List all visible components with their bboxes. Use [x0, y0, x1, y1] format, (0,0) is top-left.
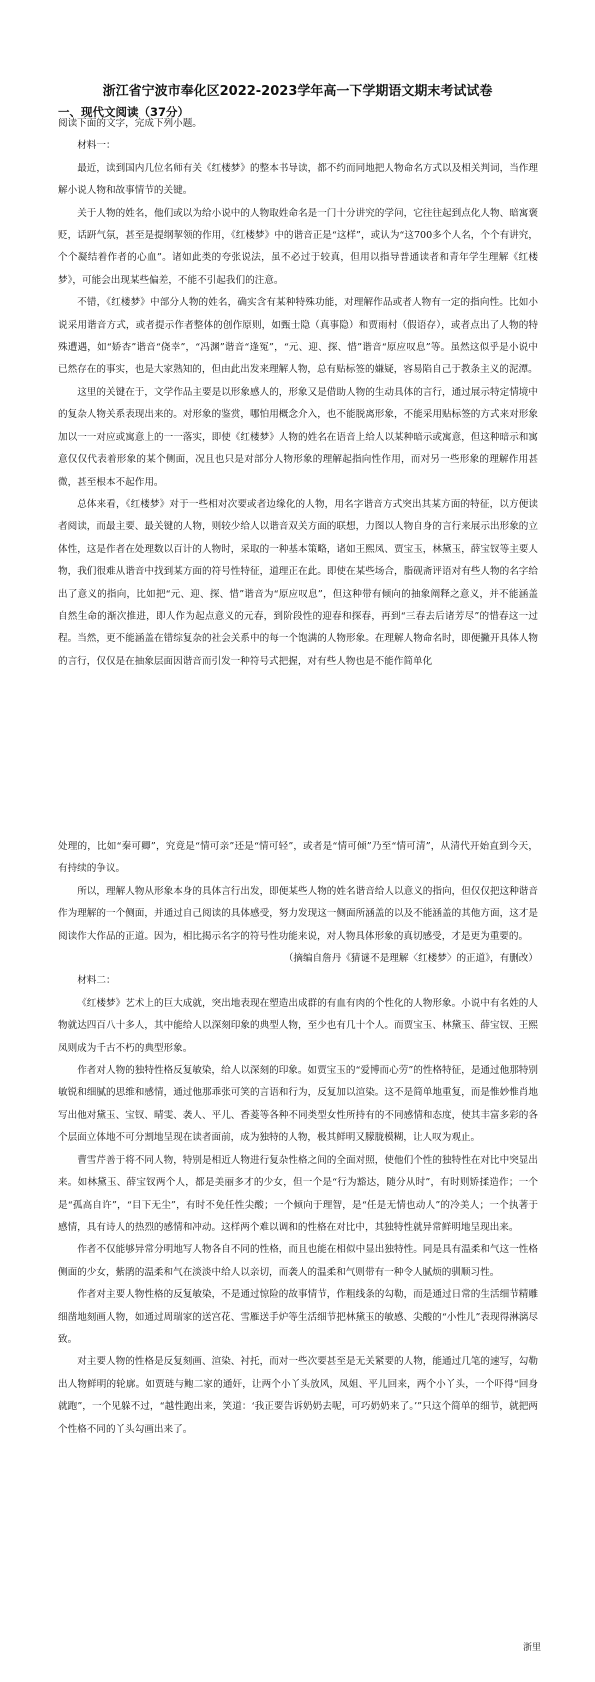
- paragraph: 这里的关键在于，文学作品主要是以形象感人的，形象又是借助人物的生动具体的言行，通过展示特定情境中的复杂人物关系表现出来的。对形象的鉴赏，哪怕用概念介入，也不能脱离形象，不能采用贴标签的方式来对形象加以一一对应或寓意上的一一落实，即使《红楼梦》人物的姓名在语音上给人以某种暗示或寓意，但这种暗示和寓意仅仅代表着形象的某个侧面，况且也只是对部分人物形象的理解起指向性作用，而对另一些形象的理解作用甚微，甚至根本不起作用。: [58, 386, 538, 488]
- paragraph: 关于人物的姓名，他们或以为给小说中的人物取姓命名是一门十分讲究的学问，它往往起到点化人物、暗寓褒贬，话趼气氛，甚至是提纲挈领的作用，《红楼梦》中的谐音正是“这样”，或认为“这700多个人名，个个有讲究，个个凝结着作者的心血”。诸如此类的夸张说法，虽不必过于较真，但用以指导普通读者和青年学生理解《红楼梦》，可能会出现某些偏差，不能不引起我们的注意。: [58, 207, 538, 286]
- paragraph: 最近，读到国内几位名师有关《红楼梦》的整本书导读，都不约而同地把人物命名方式以及相关判词，当作理解小说人物和故事情节的关键。: [58, 162, 538, 197]
- paragraph: 作者不仅能够异常分明地写人物各自不同的性格，而且也能在相似中显出独特性。同是具有温柔和气这一性格侧面的少女，紫鹃的温柔和气在淡淡中给人以亲切，而袭人的温柔和气则带有一种令人腻烦的驯顺习性。: [58, 1244, 538, 1278]
- source-attribution: （摘编自詹丹《猜谜不是理解〈红楼梦〉的正道》，有删改）: [283, 953, 538, 965]
- paragraph: 总体来看，《红楼梦》对于一些相对次要或者边缘化的人物，用名字谐音方式突出其某方面的特征，以方便读者阅读，而最主要、最关键的人物，则较少给人以谐音双关方面的联想，力图以人物自身的言行来展示出形象的立体性，这是作者在处理数以百计的人物时，采取的一种基本策略，诸如王熙凤、贾宝玉，林黛玉，薛宝钗等主要人物，我们很难从谐音中找到某方面的符号性特征，道理正在此。即使在某些场合，脂砚斋评语对有些人物的名字给出了意义的指向，比如把“元、迎、探、惜”谐音为“原应叹息”，但这种带有倾向的抽象阐释之意义，并不能涵盖自然生命的渐次推进，即人作为起点意义的元春，到阶段性的迎春和探春，再到“三春去后诸芳尽”的惜春这一过程。当然，更不能涵盖在错综复杂的社会关系中的每一个饱满的人物形象。在理解人物命名时，即便撇开具体人物的言行，仅仅是在抽象层面因谐音而引发一种符号式把握，对有些人物也是不能作简单化: [58, 498, 538, 667]
- paragraph: 《红楼梦》艺术上的巨大成就，突出地表现在塑造出成群的有血有肉的个性化的人物形象。小说中有名姓的人物就达四百八十多人，其中能给人以深刻印象的典型人物，至少也有几十个人。而贾宝玉、林黛玉、薛宝钗、王熙凤则成为千古不朽的典型形象。: [58, 997, 538, 1054]
- material-2-label: 材料二：: [77, 975, 116, 987]
- paragraph: 所以，理解人物从形象本身的具体言行出发，即便某些人物的姓名谐音给人以意义的指向，但仅仅把这种谐音作为理解的一个侧面，并通过自己阅读的具体感受，努力发现这一侧面所涵盖的以及不能涵盖的其他方面，这才是阅读作大作品的正道。因为，相比揭示名字的符号性功能来说，对人物具体形象的真切感受，才是更为重要的。: [58, 885, 538, 942]
- section-heading: 一、现代文阅读（37分）: [58, 105, 190, 119]
- paragraph-continued: 处理的，比如“秦可卿”，究竟是“情可亲”还是“情可轻”，或者是“情可倾”乃至“情可清”，从清代开始直到今天，有持续的争议。: [58, 841, 538, 875]
- instruction-text: 阅读下面的文字，完成下列小题。: [58, 118, 202, 129]
- paragraph: 曹雪芹善于将不同人物，特别是相近人物进行复杂性格之间的全面对照，使他们个性的独特性在对比中突显出来。如林黛玉、薛宝钗两个人，都是美丽多才的少女，但一个是“行为豁达，随分从时”，有时则矫揉造作；一个是“孤高自许”，“目下无尘”，有时不免任性尖酸；一个倾向于理智，是“任是无情也动人”的冷美人；一个执著于感情，具有诗人的热烈的感情和冲动。这样两个难以调和的性格在对比中，其独特性就异常鲜明地呈现出来。: [58, 1154, 538, 1233]
- text-block-upper: [58, 113, 538, 673]
- paragraph: 作者对人物的独特性格反复敏染，给人以深刻的印象。如贾宝玉的“爱博而心劳”的性格特征，是通过他那特别敏锐和细腻的思维和感情，通过他那乖张可笑的言语和行为，反复加以渲染。这不是简单地重复，而是惟妙惟肖地写出他对黛玉、宝钗、晴雯、袭人、平儿、香菱等各种不同类型女性所持有的不同感情和态度，使其丰富多彩的各个层面立体地不可分割地呈现在读者面前，成为独特的人物，极其鲜明又朦胧模糊，让人叹为观止。: [58, 1065, 538, 1144]
- document-title: 浙江省宁波市奉化区2022-2023学年高一下学期语文期末考试试卷: [102, 84, 493, 99]
- text-block-lower: [58, 836, 538, 1441]
- paragraph: 不错，《红楼梦》中部分人物的姓名，确实含有某种特殊功能，对理解作品或者人物有一定的指向性。比如小说采用谐音方式，或者提示作者整体的创作原则，如甄士隐（真事隐）和贾雨村（假语存），或者点出了人物的特殊遭遇，如“娇杏”谐音“侥幸”，“冯渊”谐音“逢冤”，“元、迎、探、惜”谐音“原应叹息”等。虽然这似乎是小说中已然存在的事实，也是大家熟知的，但由此出发来理解人物，总有贴标签的嫌疑，容易陷自己于教条主义的泥潭。: [58, 297, 538, 376]
- paragraph: 对主要人物的性格是反复刻画、渲染、衬托，而对一些次要甚至是无关紧要的人物，能通过几笔的速写，勾勒出人物鲜明的轮廓。如贾琏与鲍二家的通奸，让两个小丫头放风，凤姐、平儿回来，两个小丫头，一个吓得“回身就跑”，一个见躲不过，“越性跑出来，笑道：‘我正要告诉奶奶去呢，可巧奶奶来了。’”只这个简单的细节，就把两个性格不同的丫头勾画出来了。: [58, 1356, 538, 1435]
- footer-watermark: 浙里: [522, 1643, 541, 1653]
- paragraph: 作者对主要人物性格的反复敏染，不是通过惊险的故事情节，作粗线条的勾勒，而是通过日常的生活细节精雕细凿地刻画人物，如通过周瑞家的送宫花、雪雁送手炉等生活细节把林黛玉的敏感、尖酸的“小性儿”表现得淋漓尽致。: [58, 1289, 538, 1345]
- material-1-label: 材料一：: [77, 140, 116, 152]
